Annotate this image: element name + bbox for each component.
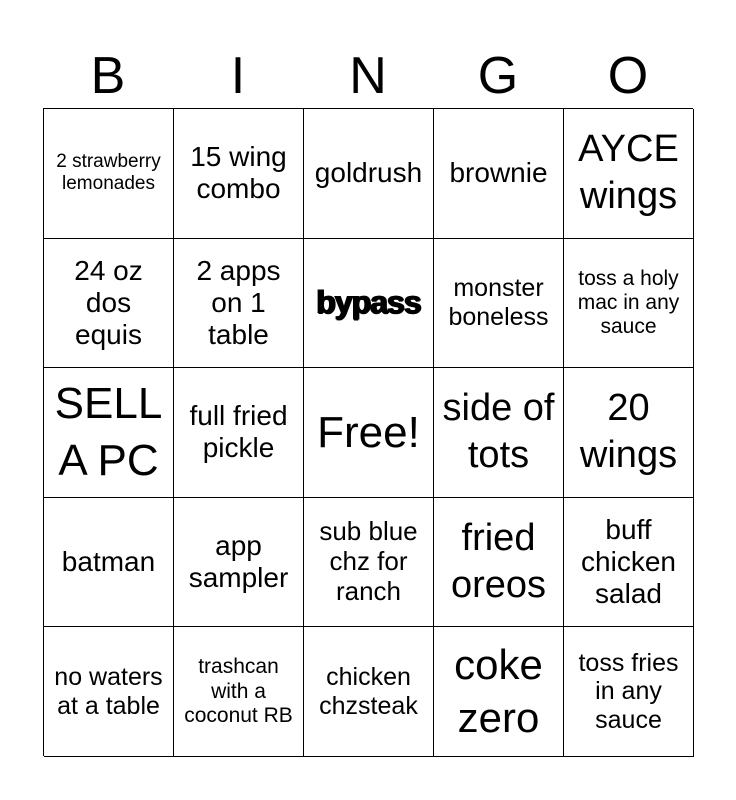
cell-text: trashcan with a coconut RB bbox=[184, 655, 293, 727]
cell-text: batman bbox=[61, 545, 156, 577]
cell-text: no waters at a table bbox=[54, 662, 163, 720]
cell-text: 2 apps on 1 table bbox=[196, 254, 281, 350]
header-letter-n: N bbox=[349, 47, 387, 105]
bingo-cell-r1c4[interactable] bbox=[434, 109, 564, 239]
cell-text: coke zero bbox=[454, 641, 543, 741]
cell-text: SELL A PC bbox=[54, 379, 163, 486]
cell-text: 24 oz dos equis bbox=[74, 254, 143, 350]
cell-text: bypass bbox=[316, 284, 421, 321]
bingo-header bbox=[43, 44, 693, 108]
bingo-cell-r3c5[interactable] bbox=[564, 368, 694, 498]
cell-text: buff chicken salad bbox=[581, 513, 676, 610]
bingo-cell-r4c2[interactable] bbox=[174, 498, 304, 628]
cell-text: app sampler bbox=[188, 529, 289, 594]
bingo-cell-r5c1[interactable] bbox=[44, 627, 174, 757]
bingo-cell-r4c5[interactable] bbox=[564, 498, 694, 628]
bingo-cell-r1c3[interactable] bbox=[304, 109, 434, 239]
bingo-cell-r1c1[interactable] bbox=[44, 109, 174, 239]
bingo-cell-r1c2[interactable] bbox=[174, 109, 304, 239]
bingo-cell-r5c3[interactable] bbox=[304, 627, 434, 757]
cell-text: chicken chzsteak bbox=[319, 662, 418, 720]
bingo-cell-r5c5[interactable] bbox=[564, 627, 694, 757]
cell-text: sub blue chz for ranch bbox=[319, 516, 418, 607]
bingo-cell-r2c1[interactable] bbox=[44, 239, 174, 369]
bingo-cell-r4c1[interactable] bbox=[44, 498, 174, 628]
cell-text: full fried pickle bbox=[189, 400, 288, 464]
cell-text: 2 strawberry lemonades bbox=[56, 151, 161, 195]
cell-text: side of tots bbox=[442, 386, 555, 477]
cell-text: toss fries in any sauce bbox=[578, 648, 679, 735]
bingo-cell-r1c5[interactable] bbox=[564, 109, 694, 239]
cell-text: 20 wings bbox=[579, 386, 678, 477]
header-letter-o: O bbox=[607, 47, 649, 105]
free-space-text: Free! bbox=[317, 407, 420, 457]
bingo-cell-r2c4[interactable] bbox=[434, 239, 564, 369]
bingo-cell-r3c4[interactable] bbox=[434, 368, 564, 498]
cell-text: AYCE wings bbox=[578, 127, 679, 218]
cell-text: fried oreos bbox=[450, 516, 547, 607]
header-letter-b: B bbox=[90, 47, 126, 105]
cell-text: 15 wing combo bbox=[190, 141, 287, 205]
bingo-cell-r2c5[interactable] bbox=[564, 239, 694, 369]
bingo-cell-r2c3[interactable] bbox=[304, 239, 434, 369]
bingo-cell-r4c4[interactable] bbox=[434, 498, 564, 628]
cell-text: brownie bbox=[449, 157, 548, 189]
bingo-cell-r3c2[interactable] bbox=[174, 368, 304, 498]
header-letter-i: I bbox=[230, 47, 246, 105]
header-letter-g: G bbox=[477, 47, 519, 105]
bingo-cell-r4c3[interactable] bbox=[304, 498, 434, 628]
bingo-cell-r3c1[interactable] bbox=[44, 368, 174, 498]
cell-text: toss a holy mac in any sauce bbox=[577, 266, 680, 338]
bingo-cell-r2c2[interactable] bbox=[174, 239, 304, 369]
cell-text: goldrush bbox=[314, 157, 423, 189]
cell-text: monster boneless bbox=[448, 274, 549, 331]
bingo-cell-r5c2[interactable] bbox=[174, 627, 304, 757]
bingo-card bbox=[43, 108, 693, 756]
bingo-cell-r5c4[interactable] bbox=[434, 627, 564, 757]
bingo-cell-free[interactable] bbox=[304, 368, 434, 498]
